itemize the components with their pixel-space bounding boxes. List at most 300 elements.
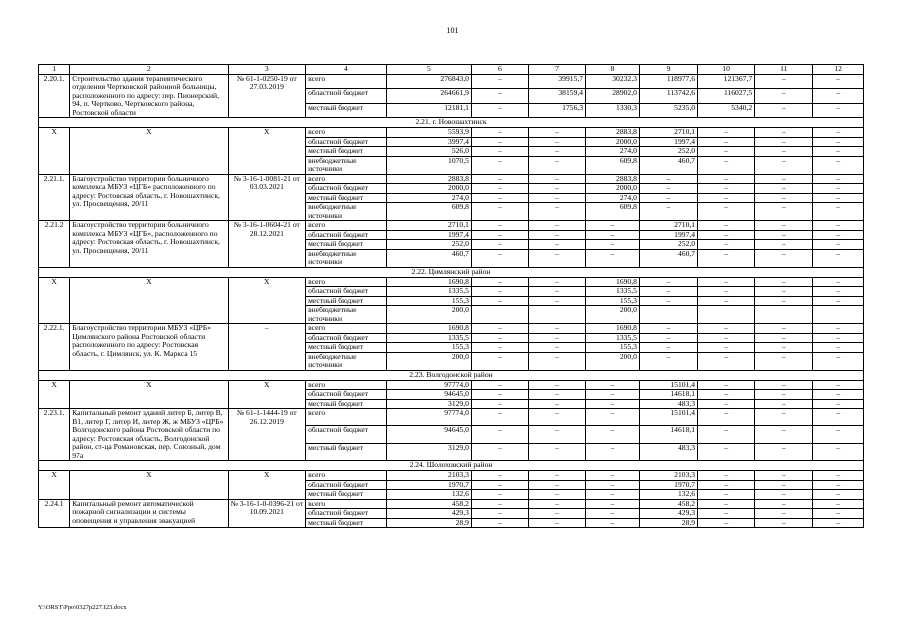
amount-cell: – bbox=[813, 390, 864, 400]
section-title: 2.21. г. Новошахтинск bbox=[39, 118, 864, 128]
amount-cell: 3129,0 bbox=[386, 443, 471, 460]
amount-cell: – bbox=[471, 518, 528, 528]
section-title-row bbox=[39, 461, 864, 471]
amount-cell: – bbox=[755, 240, 813, 250]
amount-cell: – bbox=[813, 380, 864, 390]
amount-cell: 2000,0 bbox=[386, 184, 471, 194]
amount-cell: – bbox=[698, 240, 755, 250]
amount-cell: – bbox=[813, 490, 864, 500]
amount-cell: 1997,4 bbox=[639, 230, 697, 240]
amount-cell: 14618,1 bbox=[639, 426, 697, 443]
item-number: Х bbox=[39, 277, 70, 324]
table-row bbox=[39, 128, 864, 138]
amount-cell: – bbox=[755, 203, 813, 221]
item-document: № 3-16-1-0-0396-21 от 10.09.2021 bbox=[228, 499, 306, 528]
amount-cell: – bbox=[586, 426, 640, 443]
amount-cell: – bbox=[698, 277, 755, 287]
amount-cell: – bbox=[471, 277, 528, 287]
funding-source: всего bbox=[306, 277, 387, 287]
amount-cell: 1970,7 bbox=[386, 480, 471, 490]
amount-cell: – bbox=[639, 352, 697, 370]
funding-source: внебюджетные источники bbox=[306, 203, 387, 221]
item-name: Х bbox=[70, 277, 228, 324]
amount-cell: – bbox=[639, 277, 697, 287]
amount-cell: – bbox=[586, 490, 640, 500]
amount-cell: – bbox=[471, 352, 528, 370]
amount-cell: – bbox=[755, 174, 813, 184]
budget-table bbox=[38, 64, 864, 528]
amount-cell: 460,7 bbox=[639, 249, 697, 267]
amount-cell: – bbox=[813, 103, 864, 118]
amount-cell: – bbox=[813, 156, 864, 174]
funding-source: внебюджетные источники bbox=[306, 306, 387, 324]
amount-cell: – bbox=[813, 480, 864, 490]
item-document: № 61-1-1444-19 от 26.12.2019 bbox=[228, 409, 306, 461]
amount-cell: – bbox=[813, 443, 864, 460]
amount-cell: – bbox=[586, 230, 640, 240]
amount-cell: 483,3 bbox=[639, 399, 697, 409]
column-number-cell: 7 bbox=[528, 65, 585, 75]
amount-cell: 12181,1 bbox=[386, 103, 471, 118]
amount-cell: – bbox=[813, 287, 864, 297]
amount-cell: – bbox=[698, 230, 755, 240]
amount-cell: – bbox=[755, 509, 813, 519]
amount-cell: – bbox=[528, 509, 585, 519]
amount-cell: – bbox=[755, 343, 813, 353]
funding-source: областной бюджет bbox=[306, 287, 387, 297]
section-title: 2.22. Цимлянский район bbox=[39, 267, 864, 277]
amount-cell: – bbox=[698, 287, 755, 297]
amount-cell: – bbox=[698, 174, 755, 184]
item-name: Х bbox=[70, 471, 228, 500]
amount-cell: – bbox=[813, 409, 864, 426]
item-document: № 3-16-1-0604-21 от 28.12.2021 bbox=[228, 221, 306, 268]
amount-cell: – bbox=[471, 324, 528, 334]
column-number-cell: 11 bbox=[755, 65, 813, 75]
amount-cell: – bbox=[755, 156, 813, 174]
amount-cell: 429,3 bbox=[639, 509, 697, 519]
amount-cell: – bbox=[471, 333, 528, 343]
amount-cell: – bbox=[586, 399, 640, 409]
amount-cell: 5593,9 bbox=[386, 128, 471, 138]
amount-cell: 458,2 bbox=[386, 499, 471, 509]
amount-cell: – bbox=[528, 287, 585, 297]
amount-cell: – bbox=[471, 230, 528, 240]
amount-cell: 1970,7 bbox=[639, 480, 697, 490]
amount-cell: – bbox=[471, 240, 528, 250]
amount-cell: – bbox=[755, 352, 813, 370]
funding-source: областной бюджет bbox=[306, 509, 387, 519]
amount-cell: 118977,6 bbox=[639, 74, 697, 89]
page-number: 101 bbox=[446, 26, 459, 35]
item-name: Капитальный ремонт автоматической пожарной сигнализации и системы оповещения и управления эвакуацией bbox=[70, 499, 228, 528]
amount-cell: 274,0 bbox=[586, 147, 640, 157]
amount-cell: – bbox=[471, 74, 528, 89]
table-row bbox=[39, 174, 864, 184]
amount-cell: 1690,8 bbox=[586, 277, 640, 287]
amount-cell: – bbox=[755, 184, 813, 194]
amount-cell: – bbox=[813, 203, 864, 221]
amount-cell: 252,0 bbox=[386, 240, 471, 250]
column-number-cell: 5 bbox=[386, 65, 471, 75]
item-name: Благоустройство территории больничного комплекса МБУЗ «ЦГБ», расположенного по адресу: Ростовская область, г. Новошахтинск, ул. Просвещения, 20/11 bbox=[70, 221, 228, 268]
amount-cell: 2103,3 bbox=[386, 471, 471, 481]
amount-cell: 1756,3 bbox=[528, 103, 585, 118]
amount-cell: – bbox=[698, 443, 755, 460]
amount-cell: 94645,0 bbox=[386, 390, 471, 400]
amount-cell: 113742,6 bbox=[639, 89, 697, 104]
amount-cell: – bbox=[586, 518, 640, 528]
item-document: № 3-16-1-0081-21 от 03.03.2021 bbox=[228, 174, 306, 221]
funding-source: местный бюджет bbox=[306, 518, 387, 528]
amount-cell: – bbox=[586, 240, 640, 250]
amount-cell: – bbox=[813, 471, 864, 481]
table-row bbox=[39, 380, 864, 390]
amount-cell: – bbox=[528, 343, 585, 353]
amount-cell: – bbox=[813, 174, 864, 184]
amount-cell: – bbox=[698, 426, 755, 443]
amount-cell: – bbox=[698, 399, 755, 409]
amount-cell: – bbox=[813, 230, 864, 240]
amount-cell: – bbox=[471, 203, 528, 221]
amount-cell: – bbox=[528, 184, 585, 194]
amount-cell: – bbox=[698, 499, 755, 509]
amount-cell: – bbox=[755, 480, 813, 490]
amount-cell: – bbox=[586, 443, 640, 460]
item-name: Строительство здания терапевтического отделения Чертковской районной больницы, расположенного по адресу: пер. Пионерский, 94, п. Чертково, Чертковского района, Ростовской области bbox=[70, 74, 228, 118]
amount-cell: 1335,5 bbox=[386, 333, 471, 343]
amount-cell: – bbox=[698, 333, 755, 343]
amount-cell: – bbox=[755, 89, 813, 104]
section-title: 2.24. Шолоховский район bbox=[39, 461, 864, 471]
amount-cell: 39915,7 bbox=[528, 74, 585, 89]
funding-source: местный бюджет bbox=[306, 490, 387, 500]
funding-source: всего bbox=[306, 380, 387, 390]
amount-cell: 28902,0 bbox=[586, 89, 640, 104]
table-row bbox=[39, 409, 864, 426]
amount-cell: – bbox=[698, 137, 755, 147]
column-number-cell: 8 bbox=[586, 65, 640, 75]
amount-cell: – bbox=[698, 343, 755, 353]
item-number: Х bbox=[39, 380, 70, 409]
amount-cell: – bbox=[813, 352, 864, 370]
footer-file-path: Y:\ORST\Ppo\0327p227.f23.docx bbox=[38, 604, 127, 611]
amount-cell: 3129,0 bbox=[386, 399, 471, 409]
amount-cell: – bbox=[698, 156, 755, 174]
amount-cell: – bbox=[813, 221, 864, 231]
funding-source: всего bbox=[306, 128, 387, 138]
amount-cell bbox=[813, 306, 864, 324]
item-number: 2.21.1. bbox=[39, 174, 70, 221]
funding-source: местный бюджет bbox=[306, 296, 387, 306]
amount-cell: – bbox=[471, 509, 528, 519]
amount-cell: – bbox=[755, 128, 813, 138]
amount-cell: – bbox=[471, 443, 528, 460]
amount-cell: 1330,3 bbox=[586, 103, 640, 118]
amount-cell: 2000,0 bbox=[586, 137, 640, 147]
amount-cell: 460,7 bbox=[386, 249, 471, 267]
amount-cell: – bbox=[639, 296, 697, 306]
funding-source: внебюджетные источники bbox=[306, 249, 387, 267]
amount-cell: – bbox=[639, 287, 697, 297]
amount-cell: – bbox=[755, 249, 813, 267]
amount-cell: – bbox=[471, 147, 528, 157]
amount-cell: – bbox=[639, 184, 697, 194]
amount-cell: 155,3 bbox=[386, 343, 471, 353]
amount-cell: – bbox=[528, 409, 585, 426]
amount-cell: – bbox=[471, 174, 528, 184]
amount-cell: 121367,7 bbox=[698, 74, 755, 89]
amount-cell: 274,0 bbox=[386, 193, 471, 203]
amount-cell: 458,2 bbox=[639, 499, 697, 509]
amount-cell: – bbox=[471, 184, 528, 194]
amount-cell: – bbox=[813, 343, 864, 353]
amount-cell: 2883,8 bbox=[586, 174, 640, 184]
section-title: 2.23. Волгодонской район bbox=[39, 370, 864, 380]
item-name: Х bbox=[70, 128, 228, 175]
amount-cell: 252,0 bbox=[639, 240, 697, 250]
funding-source: местный бюджет bbox=[306, 343, 387, 353]
amount-cell: – bbox=[698, 352, 755, 370]
item-document: Х bbox=[228, 277, 306, 324]
column-number-cell: 12 bbox=[813, 65, 864, 75]
amount-cell: – bbox=[639, 333, 697, 343]
amount-cell: – bbox=[528, 147, 585, 157]
item-name: Капитальный ремонт зданий литер Б, литер В, В1, литер Г, литер И, литер Ж, ж МБУЗ «ЦРБ» Волгодонского района Ростовской области по адресу: Ростовская область, Волгодонской район, ст-ца Романовская, пер. Союзный, дом 97а bbox=[70, 409, 228, 461]
amount-cell: – bbox=[813, 499, 864, 509]
amount-cell: – bbox=[698, 390, 755, 400]
amount-cell: – bbox=[528, 249, 585, 267]
amount-cell: – bbox=[698, 296, 755, 306]
amount-cell: – bbox=[471, 499, 528, 509]
amount-cell: – bbox=[471, 490, 528, 500]
item-document: – bbox=[228, 324, 306, 371]
amount-cell: 155,3 bbox=[586, 296, 640, 306]
amount-cell: – bbox=[528, 203, 585, 221]
amount-cell: – bbox=[528, 490, 585, 500]
amount-cell: – bbox=[528, 390, 585, 400]
amount-cell: 97774,0 bbox=[386, 409, 471, 426]
funding-source: областной бюджет bbox=[306, 184, 387, 194]
amount-cell: – bbox=[586, 249, 640, 267]
amount-cell: 1690,8 bbox=[386, 324, 471, 334]
amount-cell: 2000,0 bbox=[586, 184, 640, 194]
amount-cell: – bbox=[698, 480, 755, 490]
item-document: № 61-1-0250-19 от 27.03.2019 bbox=[228, 74, 306, 118]
amount-cell: 1335,5 bbox=[586, 333, 640, 343]
amount-cell: – bbox=[471, 380, 528, 390]
column-number-row bbox=[39, 65, 864, 75]
amount-cell: – bbox=[813, 137, 864, 147]
amount-cell: – bbox=[639, 174, 697, 184]
amount-cell: – bbox=[471, 399, 528, 409]
item-number: 2.22.1. bbox=[39, 324, 70, 371]
amount-cell: – bbox=[813, 193, 864, 203]
amount-cell: 30232,3 bbox=[586, 74, 640, 89]
amount-cell: – bbox=[639, 203, 697, 221]
funding-source: всего bbox=[306, 221, 387, 231]
amount-cell: – bbox=[698, 409, 755, 426]
funding-source: всего bbox=[306, 324, 387, 334]
amount-cell: – bbox=[528, 399, 585, 409]
amount-cell: 252,0 bbox=[639, 147, 697, 157]
amount-cell: – bbox=[528, 221, 585, 231]
funding-source: областной бюджет bbox=[306, 426, 387, 443]
amount-cell: 609,8 bbox=[386, 203, 471, 221]
amount-cell: – bbox=[528, 174, 585, 184]
amount-cell: 460,7 bbox=[639, 156, 697, 174]
amount-cell: – bbox=[698, 490, 755, 500]
amount-cell: – bbox=[528, 156, 585, 174]
amount-cell: – bbox=[471, 390, 528, 400]
table-row bbox=[39, 221, 864, 231]
amount-cell: – bbox=[755, 287, 813, 297]
amount-cell: – bbox=[471, 249, 528, 267]
column-number-cell: 1 bbox=[39, 65, 70, 75]
column-number-cell: 4 bbox=[306, 65, 387, 75]
amount-cell: 200,0 bbox=[586, 352, 640, 370]
amount-cell: – bbox=[528, 499, 585, 509]
amount-cell: – bbox=[698, 193, 755, 203]
funding-source: областной бюджет bbox=[306, 137, 387, 147]
amount-cell: – bbox=[471, 89, 528, 104]
amount-cell: 609,8 bbox=[586, 156, 640, 174]
amount-cell: – bbox=[813, 249, 864, 267]
funding-source: всего bbox=[306, 74, 387, 89]
amount-cell: – bbox=[755, 324, 813, 334]
amount-cell: – bbox=[755, 147, 813, 157]
amount-cell: 1690,8 bbox=[386, 277, 471, 287]
amount-cell: – bbox=[698, 147, 755, 157]
item-number: 2.20.1. bbox=[39, 74, 70, 118]
amount-cell: 1335,5 bbox=[386, 287, 471, 297]
amount-cell: – bbox=[813, 509, 864, 519]
amount-cell bbox=[755, 306, 813, 324]
amount-cell: – bbox=[813, 324, 864, 334]
amount-cell: – bbox=[755, 490, 813, 500]
amount-cell: – bbox=[755, 277, 813, 287]
amount-cell: – bbox=[813, 240, 864, 250]
amount-cell: – bbox=[471, 193, 528, 203]
amount-cell: – bbox=[639, 343, 697, 353]
amount-cell: 609,8 bbox=[586, 203, 640, 221]
amount-cell: 38159,4 bbox=[528, 89, 585, 104]
amount-cell bbox=[471, 306, 528, 324]
amount-cell: 97774,0 bbox=[386, 380, 471, 390]
table-row bbox=[39, 277, 864, 287]
amount-cell: 132,6 bbox=[639, 490, 697, 500]
amount-cell: – bbox=[471, 343, 528, 353]
funding-source: всего bbox=[306, 174, 387, 184]
amount-cell: – bbox=[528, 137, 585, 147]
amount-cell: 276843,0 bbox=[386, 74, 471, 89]
amount-cell: 2710,1 bbox=[639, 128, 697, 138]
amount-cell bbox=[698, 306, 755, 324]
funding-source: всего bbox=[306, 409, 387, 426]
amount-cell: – bbox=[755, 499, 813, 509]
amount-cell: 5235,0 bbox=[639, 103, 697, 118]
amount-cell: – bbox=[698, 184, 755, 194]
amount-cell: – bbox=[586, 509, 640, 519]
amount-cell bbox=[528, 306, 585, 324]
amount-cell: 1690,8 bbox=[586, 324, 640, 334]
funding-source: областной бюджет bbox=[306, 89, 387, 104]
amount-cell: – bbox=[528, 471, 585, 481]
amount-cell: 264661,9 bbox=[386, 89, 471, 104]
amount-cell: 5340,2 bbox=[698, 103, 755, 118]
amount-cell: 429,3 bbox=[386, 509, 471, 519]
funding-source: всего bbox=[306, 471, 387, 481]
funding-source: областной бюджет bbox=[306, 230, 387, 240]
amount-cell: 15101,4 bbox=[639, 380, 697, 390]
amount-cell: – bbox=[471, 128, 528, 138]
amount-cell: – bbox=[698, 128, 755, 138]
amount-cell: 200,0 bbox=[386, 306, 471, 324]
amount-cell: – bbox=[755, 471, 813, 481]
amount-cell: – bbox=[639, 324, 697, 334]
amount-cell: – bbox=[528, 426, 585, 443]
amount-cell: – bbox=[586, 499, 640, 509]
amount-cell: – bbox=[528, 193, 585, 203]
amount-cell: – bbox=[813, 147, 864, 157]
amount-cell: – bbox=[586, 480, 640, 490]
amount-cell: 274,0 bbox=[586, 193, 640, 203]
amount-cell: 116027,5 bbox=[698, 89, 755, 104]
item-number: Х bbox=[39, 128, 70, 175]
item-number: 2.24.1 bbox=[39, 499, 70, 528]
amount-cell: – bbox=[528, 443, 585, 460]
funding-source: местный бюджет bbox=[306, 147, 387, 157]
item-document: Х bbox=[228, 128, 306, 175]
column-number-cell: 2 bbox=[70, 65, 228, 75]
amount-cell: – bbox=[471, 296, 528, 306]
amount-cell: 94645,0 bbox=[386, 426, 471, 443]
amount-cell: – bbox=[755, 137, 813, 147]
amount-cell: – bbox=[586, 471, 640, 481]
funding-source: местный бюджет bbox=[306, 193, 387, 203]
amount-cell: – bbox=[813, 128, 864, 138]
amount-cell: – bbox=[813, 399, 864, 409]
amount-cell: – bbox=[698, 249, 755, 267]
amount-cell: 3997,4 bbox=[386, 137, 471, 147]
funding-source: всего bbox=[306, 499, 387, 509]
amount-cell: – bbox=[528, 380, 585, 390]
amount-cell: 14618,1 bbox=[639, 390, 697, 400]
table-row bbox=[39, 324, 864, 334]
amount-cell: 28,9 bbox=[386, 518, 471, 528]
amount-cell: – bbox=[528, 480, 585, 490]
amount-cell: – bbox=[755, 409, 813, 426]
amount-cell: 2883,8 bbox=[586, 128, 640, 138]
amount-cell: – bbox=[755, 74, 813, 89]
amount-cell: 1997,4 bbox=[386, 230, 471, 240]
funding-source: областной бюджет bbox=[306, 333, 387, 343]
amount-cell: – bbox=[755, 426, 813, 443]
amount-cell: – bbox=[528, 333, 585, 343]
funding-source: внебюджетные источники bbox=[306, 352, 387, 370]
amount-cell: – bbox=[813, 518, 864, 528]
amount-cell: 155,3 bbox=[586, 343, 640, 353]
amount-cell: – bbox=[698, 509, 755, 519]
section-title-row bbox=[39, 370, 864, 380]
amount-cell: 132,6 bbox=[386, 490, 471, 500]
amount-cell: – bbox=[471, 409, 528, 426]
amount-cell: – bbox=[698, 518, 755, 528]
amount-cell: – bbox=[755, 518, 813, 528]
amount-cell: – bbox=[813, 277, 864, 287]
amount-cell bbox=[639, 306, 697, 324]
amount-cell: – bbox=[755, 399, 813, 409]
